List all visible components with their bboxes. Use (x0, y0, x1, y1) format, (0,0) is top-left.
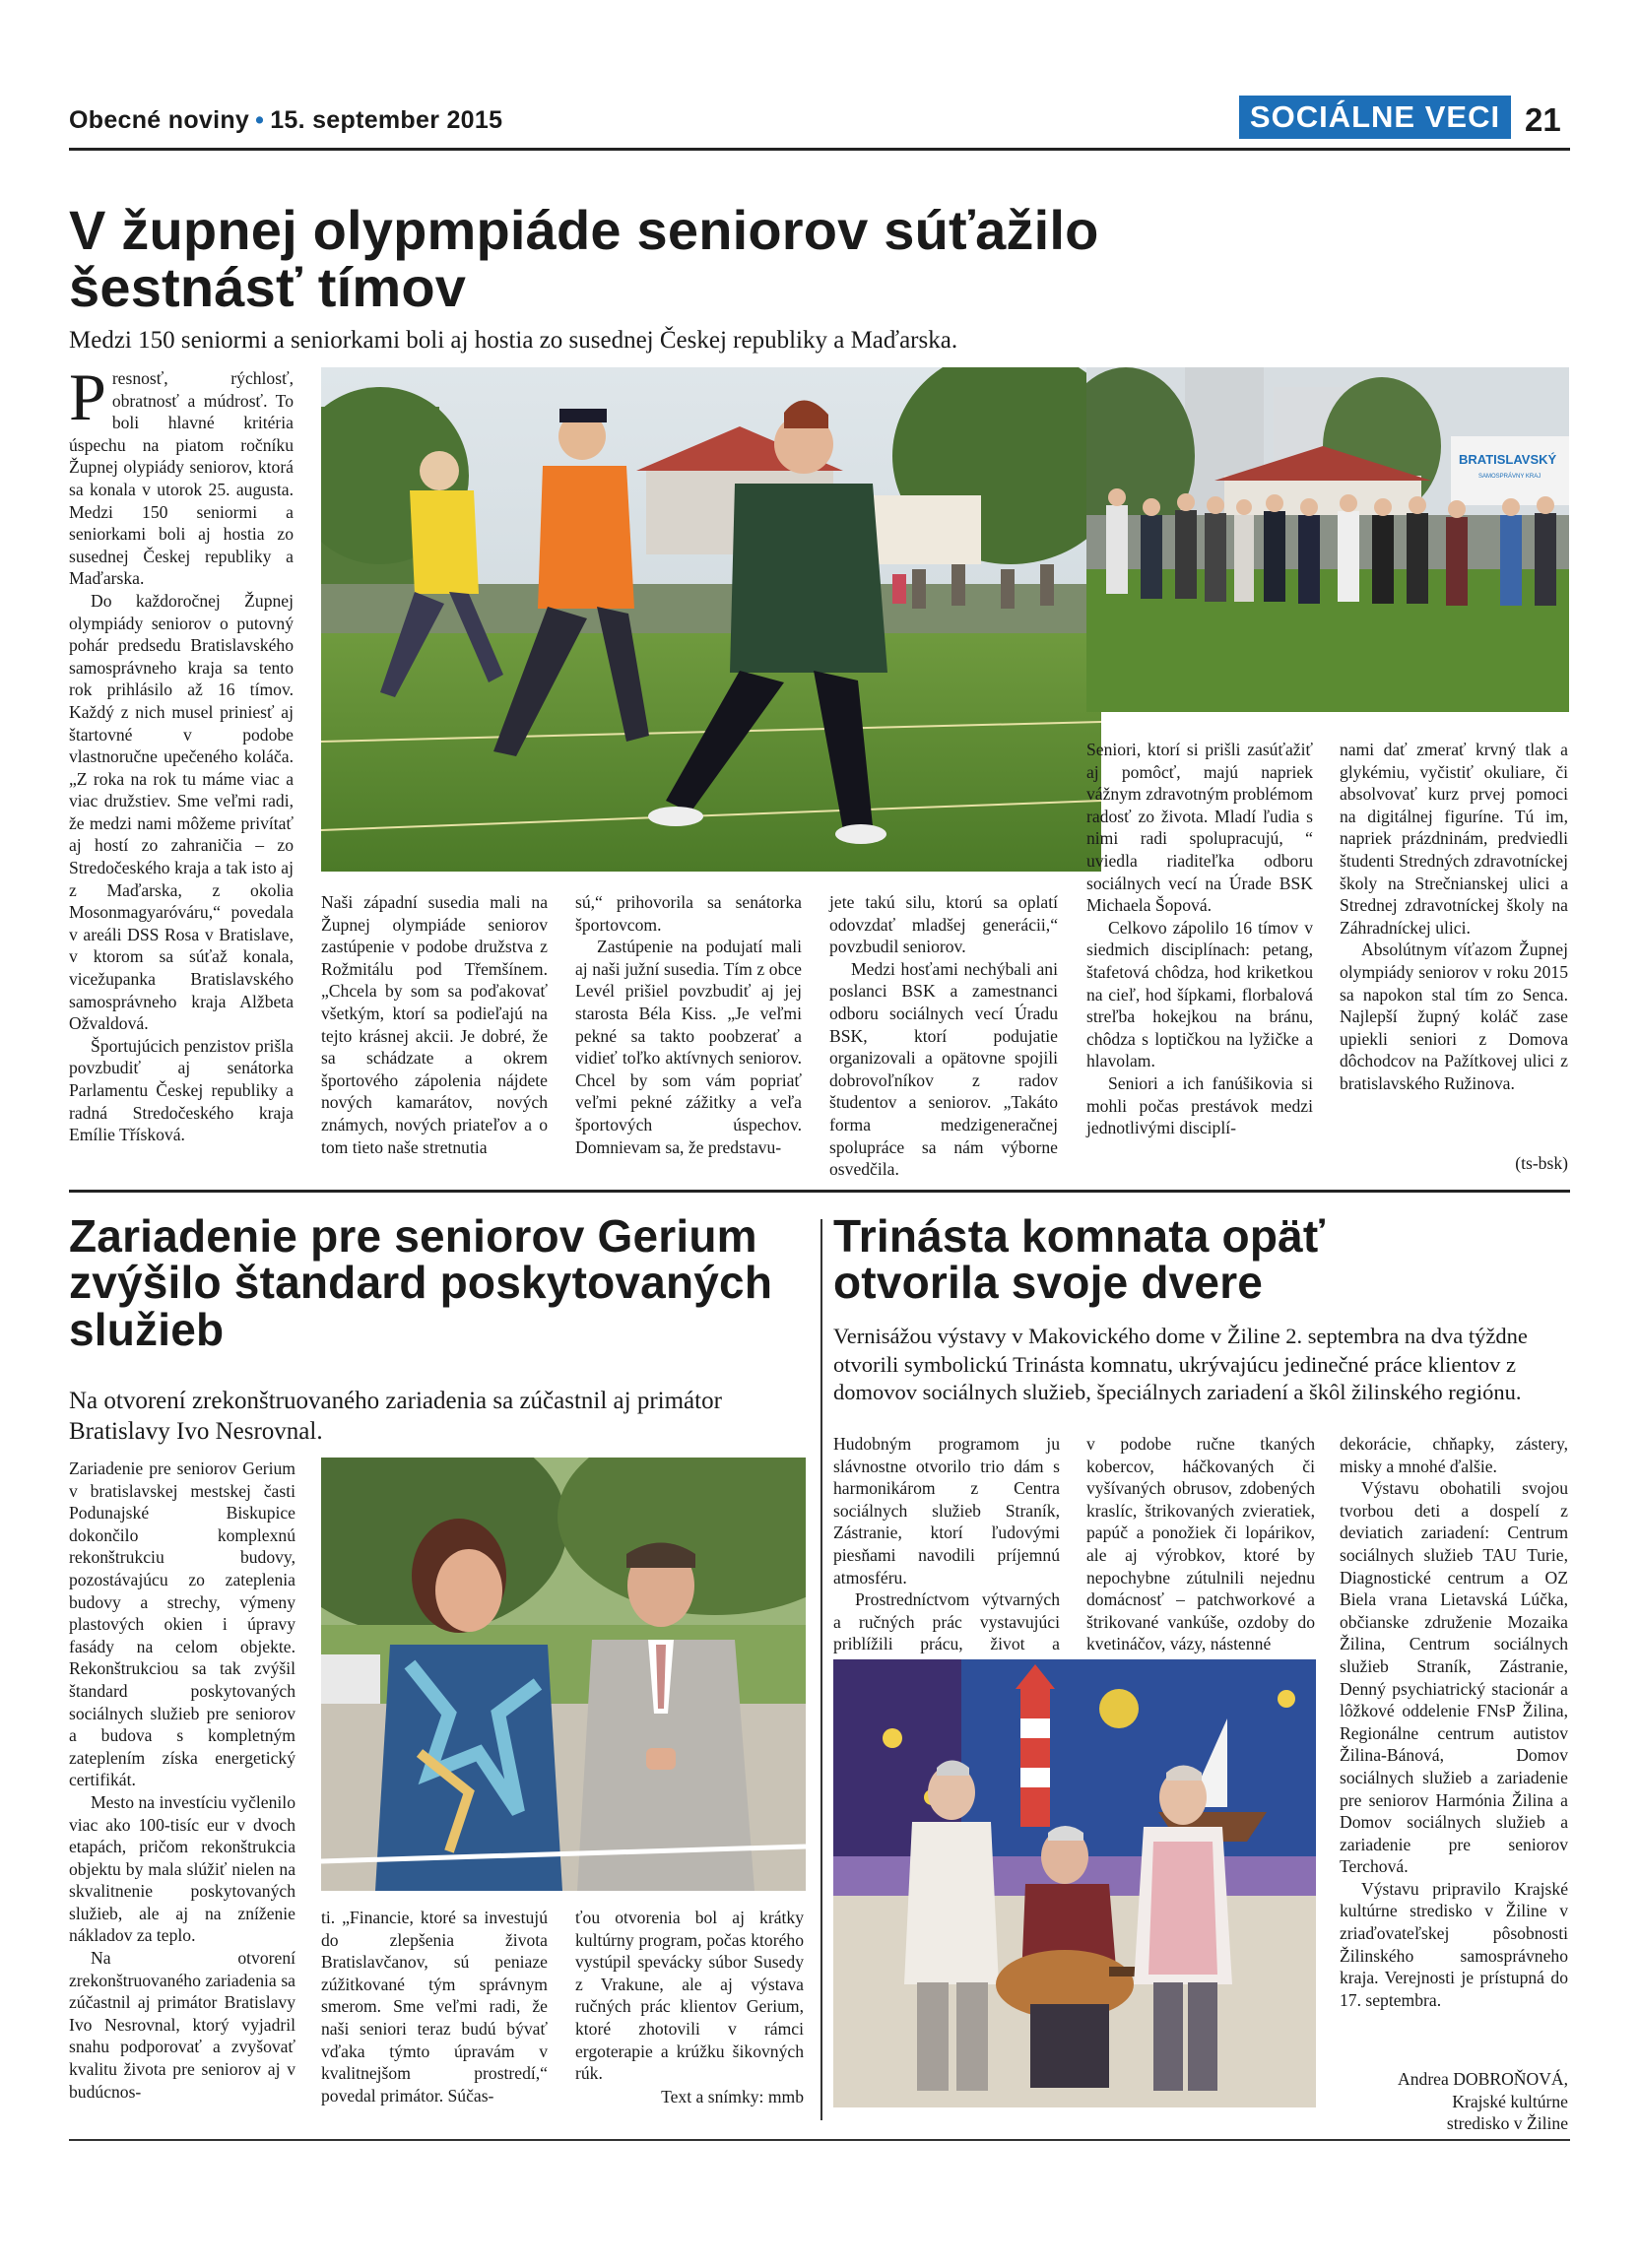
masthead (69, 106, 502, 135)
article1-headline (69, 199, 1448, 318)
article1-column-4 (829, 891, 1058, 1181)
article1-column-6 (1340, 739, 1568, 1095)
paragraph: Hudobným programom ju slávnostne otvorilo trio dám s harmonikárom z Centra sociálnych služieb Straník, Zástranie, ktorí ľudovými piesňami navodili príjemnú atmosféru. (833, 1434, 1060, 1588)
drop-cap: P (69, 359, 106, 434)
article2-signature: Text a snímky: mmb (661, 2087, 804, 2106)
paragraph: Mesto na investíciu vyčlenilo viac ako 100-tisíc eur v dvoch etapách, pričom rekonštrukcia objektu by mala slúžiť nielen na skvalitnenie poskytovaných služieb, ale aj na zníženie nákladov za teplo. (69, 1791, 295, 1946)
header-rule (69, 148, 1570, 151)
footer-rule (69, 2139, 1570, 2141)
photo-relay-race-image (321, 367, 1101, 872)
article3-column-3 (1340, 1433, 1568, 2011)
article1-lead: Medzi 150 seniormi a seniorkami boli aj hostia zo susednej Českej republiky a Maďarska. (69, 327, 958, 354)
article2-column-1 (69, 1458, 295, 2103)
article3-lead: Vernisážou výstavy v Makovického dome v Žiline 2. septembra na dva týždne otvorili symbolickú Trinásta komnatu, ukrývajúcu jedinečné práce klientov z domovov sociálnych služieb, špeciálnych zariadení a škôl žilinského regiónu. (833, 1324, 1528, 1405)
article2-headline (69, 1210, 827, 1355)
paragraph: Športujúcich penzistov prišla povzbudiť aj senátorka Parlamentu Českej republiky a radná Stredočeského kraja Emílie Třísková. (69, 1035, 294, 1145)
banner-subtext: SAMOSPRÁVNY KRAJ (1478, 474, 1542, 480)
paragraph: resnosť, rýchlosť, obratnosť a múdrosť. To boli hlavné kritéria úspechu na piatom ročníku Župnej olypiády seniorov, ktorá sa konala v utorok 25. augusta. Medzi 150 seniormi a seniorkami boli aj hostia zo susednej Českej republiky a Maďarska. (69, 368, 294, 589)
article3-headline-line2: otvorila svoje dvere (833, 1257, 1264, 1309)
paragraph: nami dať zmerať krvný tlak a glykémiu, vyčistiť okuliare, či absolvovať kurz prvej pomoci na digitálnej figuríne. Tú im, napriek prázdninám, predviedli študenti Stredných zdravotníckej školy na Strečnianskej ulici a Strednej zdravotníckej školy na Záhradníckej ulici. (1340, 740, 1568, 938)
paragraph: ťou otvorenia bol aj krátky kultúrny program, počas ktorého vystúpil spevácky súbor Susedy z Vrakune, ale aj výstava ručných prác klientov Gerium, ktoré zhotovili v rámci ergoterapie a krúžku šikovných rúk. (575, 1908, 804, 2084)
photo-gerium-opening (321, 1458, 806, 1891)
article1-headline-line1: V župnej olypmpiáde seniorov súťažilo (69, 199, 1099, 261)
article1-headline-line2: šestnásť tímov (69, 255, 467, 318)
page-number: 21 (1525, 101, 1561, 138)
article3-signature (1340, 2068, 1568, 2135)
paragraph: dekorácie, chňapky, zástery, misky a mnohé ďalšie. (1340, 1434, 1568, 1476)
photo-trio-with-guitar (833, 1659, 1316, 2107)
paragraph: ti. „Financie, ktoré sa investujú do zlepšenia života Bratislavčanov, sú peniaze zúžitkované tým správnym smerom. Sme veľmi radi, že naši seniori teraz budú bývať vďaka týmto úpravám v kvalitnejšom prostredí,“ povedal primátor. Súčas- (321, 1908, 548, 2106)
paragraph: Zariadenie pre seniorov Gerium v bratislavskej mestskej časti Podunajské Biskupice dokončilo komplexnú rekonštrukciu budovy, pozostávajúcu zo zateplenia budovy a strechy, výmeny plastových okien i úpravy fasády na celom objekte. Rekonštrukciou sa tak zvýšil štandard poskytovaných sociálnych služieb pre seniorov a budova s kompletným zateplením získa energetický certifikát. (69, 1458, 295, 1790)
article2-headline-line1: Zariadenie pre seniorov Gerium (69, 1210, 757, 1262)
author-org-line1: Krajské kultúrne (1452, 2091, 1568, 2111)
author-org-line2: stredisko v Žiline (1446, 2113, 1568, 2134)
column-divider (820, 1219, 822, 2120)
paragraph: jete takú silu, ktorú sa oplatí odovzdať mladšej generácii,“ povzbudil seniorov. (829, 892, 1058, 957)
issue-date: 15. september 2015 (270, 106, 503, 134)
paragraph: v podobe ručne tkaných kobercov, háčkovaných či vyšívaných obrusov, zdobených kraslíc, štrikovaných zvieratiek, papúč a ponožiek či lopárikov, ale aj výrobkov, ktoré by nepochybne zútulnili nejednu domácnosť – patchworkové a štrikované vankúše, ozdoby do kvetináčov, vázy, nástenné (1086, 1434, 1315, 1654)
paragraph: Seniori a ich fanúšikovia si mohli počas prestávok medzi jednotlivými disciplí- (1086, 1072, 1313, 1138)
paragraph: Výstavu pripravilo Krajské kultúrne stredisko v Žiline v zriaďovateľskej pôsobnosti Žilinského samosprávneho kraja. Verejnosti je prístupná do 17. septembra. (1340, 1878, 1568, 2010)
article2-headline-line3: služieb (69, 1303, 225, 1355)
photo-officials-group-image (1086, 367, 1569, 712)
article2-headline-line2: zvýšilo štandard poskytovaných (69, 1257, 773, 1309)
paragraph: Prostredníctvom výtvarných a ručných prác vystavujúci priblížili prácu, život a (833, 1589, 1060, 1654)
banner-text: BRATISLAVSKÝ (1459, 452, 1557, 467)
separator-dot: • (255, 106, 265, 134)
article1-column-3 (575, 891, 802, 1158)
paragraph: Absolútnym víťazom Župnej olympiády seniorov v roku 2015 sa napokon stal tím zo Senca. Najlepší župný koláč zase upiekli seniori z Domova dôchodcov na Pažítkovej ulici z bratislavského Ružinova. (1340, 940, 1568, 1093)
article3-headline-line1: Trinásta komnata opäť (833, 1210, 1326, 1262)
paragraph: Celkovo zápolilo 16 tímov v siedmich disciplínach: petang, štafetová chôdza, hod kriketkou na cieľ, hod šípkami, florbalová streľba hokejkou na bránu, chôdza s loptičkou na lyžičke a hlavolam. (1086, 917, 1313, 1071)
paragraph: Naši západní susedia mali na Župnej olympiáde seniorov zastúpenie v podobe družstva z Rožmitálu pod Třemšínem. „Chcela by som sa poďakovať všetkým, ktorí sa podieľajú na tejto krásnej akcii. Je dobré, že sa schádzate a okrem športového zápolenia nájdete nových kamarátov, nových známych, nových priateľov a o tom tieto naše stretnutia (321, 892, 548, 1157)
article-divider (69, 1190, 1570, 1193)
article1-column-2 (321, 891, 548, 1158)
paragraph: Na otvorení zrekonštruovaného zariadenia sa zúčastnil aj primátor Bratislavy Ivo Nesrovnal, ktorý vyjadril snahu podporovať a zvyšovať kvalitu života pre seniorov aj v budúcnos- (69, 1948, 295, 2102)
publication-name: Obecné noviny (69, 106, 250, 134)
article1-column-5 (1086, 739, 1313, 1139)
photo-seniors-relay-race (321, 367, 1101, 872)
article3-headline (833, 1210, 1562, 1309)
photo-trio-with-guitar-image (833, 1659, 1316, 2107)
article3-column-1 (833, 1433, 1060, 1678)
photo-officials-group (1086, 367, 1569, 712)
author-name: Andrea DOBROŇOVÁ, (1398, 2069, 1568, 2089)
paragraph: sú,“ prihovorila sa senátorka športovcom. (575, 892, 802, 935)
paragraph: Seniori, ktorí si prišli zasúťažiť aj pomôcť, majú napriek vážnym zdravotným problémom radosť zo života. Mladí ľudia s nimi radi spolupracujú, “ uviedla riaditeľka odboru sociálnych vecí na Úrade BSK Michaela Šopová. (1086, 740, 1313, 916)
paragraph: Medzi hosťami nechýbali ani poslanci BSK a zamestnanci odboru sociálnych vecí Úradu BSK, ktorí podujatie organizovali a opätovne spojili dobrovoľníkov z radov študentov a seniorov. „Takáto forma medzigeneračnej spolupráce sa nám výborne osvedčila. (829, 958, 1058, 1180)
article2-lead: Na otvorení zrekonštruovaného zariadenia sa zúčastnil aj primátor Bratislavy Ivo Nesrovnal. (69, 1388, 722, 1446)
photo-gerium-opening-image (321, 1458, 806, 1891)
section-badge: SOCIÁLNE VECI (1239, 96, 1511, 139)
paragraph: Výstavu obohatili svojou tvorbou deti a dospelí z deviatich zariadení: Centrum sociálnych služieb TAU Turie, Diagnostické centrum a OZ Biela vrana Lietavská Lúčka, občianske združenie Mozaika Žilina, Centrum sociálnych služieb Straník, Zástranie, Denný psychiatrický stacionár a lôžkové oddelenie FNsP Žilina, Regionálne centrum autistov Žilina-Bánová, Domov sociálnych služieb a zariadenie pre seniorov Harmónia Žilina a Domov sociálnych služieb a zariadenie pre seniorov Terchová. (1340, 1478, 1568, 1877)
article2-column-2 (321, 1907, 548, 2106)
article1-column-1 (69, 359, 294, 1146)
article3-column-2 (1086, 1433, 1315, 1655)
paragraph: Do každoročnej Župnej olympiády seniorov o putovný pohár predsedu Bratislavského samosprávneho kraja sa tento rok prihlásilo až 16 tímov. Každý z nich musel priniesť aj štartovné v podobe vlastnoručne upečeného koláča. „Z roka na rok tu máme viac a viac družstiev. Sme veľmi radi, že medzi nami môžeme privítať aj hostí zo zahraničia – zo Stredočeského kraja a tak isto aj z Maďarska, z okolia Mosonmagyaróváru,“ povedala v areáli DSS Rosa v Bratislave, v ktorom sa súťaž konala, vicežupanka Bratislavského samosprávneho kraja Alžbeta Ožvaldová. (69, 590, 294, 1034)
article2-column-3 (575, 1907, 804, 2085)
paragraph: Zastúpenie na podujatí mali aj naši južní susedia. Tím z obce Levél prišiel povzbudiť aj jej starosta Béla Kiss. „Je veľmi pekné sa takto poobzerať a vidieť toľko aktívnych seniorov. Chcel by som vám popriať veľmi pekné zážitky a veľa športových úspechov. Domnievam sa, že predstavu- (575, 937, 802, 1157)
article1-signature: (ts-bsk) (1515, 1153, 1568, 1173)
